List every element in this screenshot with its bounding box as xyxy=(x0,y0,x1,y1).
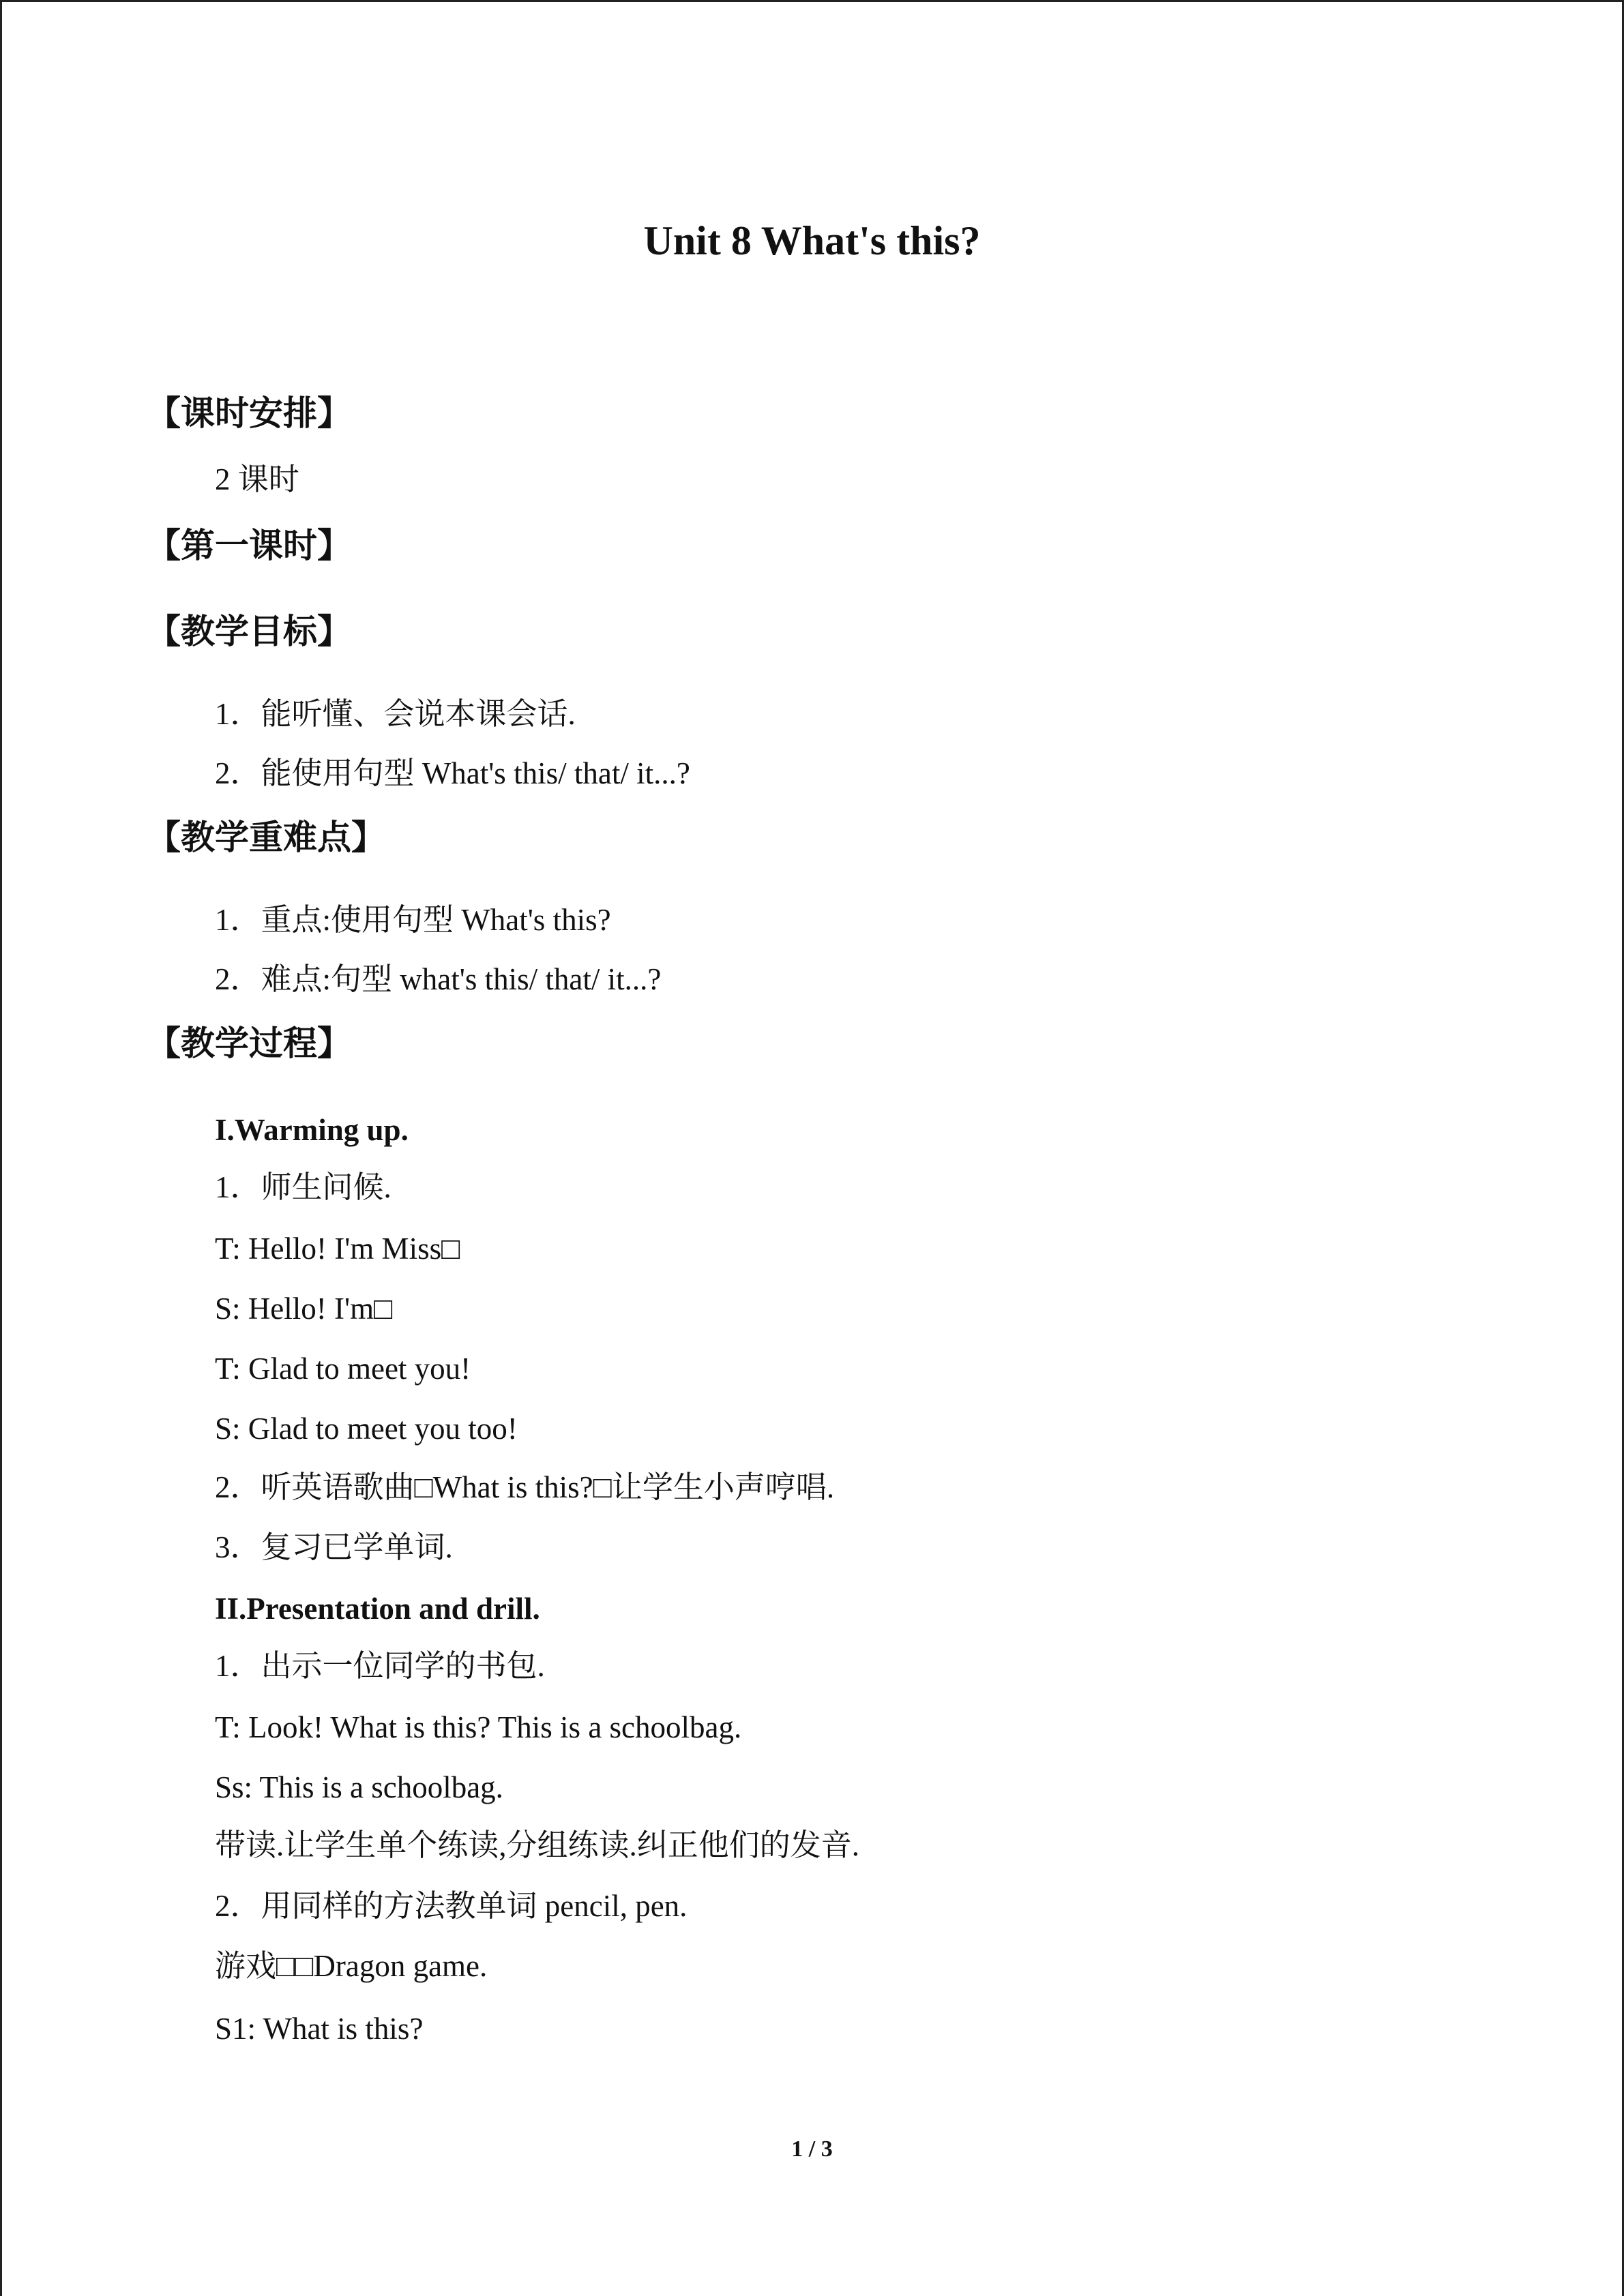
process-line: S: Glad to meet you too! xyxy=(215,1412,518,1446)
key-point-item: 2．难点:句型 what's this/ that/ it...? xyxy=(215,962,662,996)
process-line: T: Glad to meet you! xyxy=(215,1352,471,1386)
process-line: T: Hello! I'm Miss□ xyxy=(215,1232,460,1266)
process-line: 1．出示一位同学的书包. xyxy=(215,1649,545,1683)
process-line: 游戏□□Dragon game. xyxy=(215,1949,488,1983)
objective-item: 2．能使用句型 What's this/ that/ it...? xyxy=(215,756,690,790)
objective-item: 1．能听懂、会说本课会话. xyxy=(215,697,576,731)
process-line: 2．听英语歌曲□What is this?□让学生小声哼唱. xyxy=(215,1470,835,1504)
process-line: 3．复习已学单词. xyxy=(215,1530,453,1564)
process-line: 1．师生问候. xyxy=(215,1170,392,1204)
heading-key-points: 【教学重难点】 xyxy=(147,818,385,857)
heading-objectives: 【教学目标】 xyxy=(147,612,351,651)
process-line: T: Look! What is this? This is a schoolbag. xyxy=(215,1710,742,1744)
schedule-content: 2 课时 xyxy=(215,462,299,496)
heading-lesson-1: 【第一课时】 xyxy=(147,526,351,565)
process-line: 2．用同样的方法教单词 pencil, pen. xyxy=(215,1889,688,1923)
process-line: S1: What is this? xyxy=(215,2012,424,2046)
subsection-presentation: II.Presentation and drill. xyxy=(215,1592,540,1626)
document-title: Unit 8 What's this? xyxy=(643,218,981,263)
page-number: 1 / 3 xyxy=(791,2136,833,2162)
key-point-item: 1．重点:使用句型 What's this? xyxy=(215,903,611,937)
process-line: 带读.让学生单个练读,分组练读.纠正他们的发音. xyxy=(215,1828,860,1862)
heading-process: 【教学过程】 xyxy=(147,1024,351,1063)
process-line: S: Hello! I'm□ xyxy=(215,1292,393,1326)
subsection-warming-up: I.Warming up. xyxy=(215,1113,409,1147)
heading-schedule: 【课时安排】 xyxy=(147,393,351,433)
process-line: Ss: This is a schoolbag. xyxy=(215,1770,503,1804)
